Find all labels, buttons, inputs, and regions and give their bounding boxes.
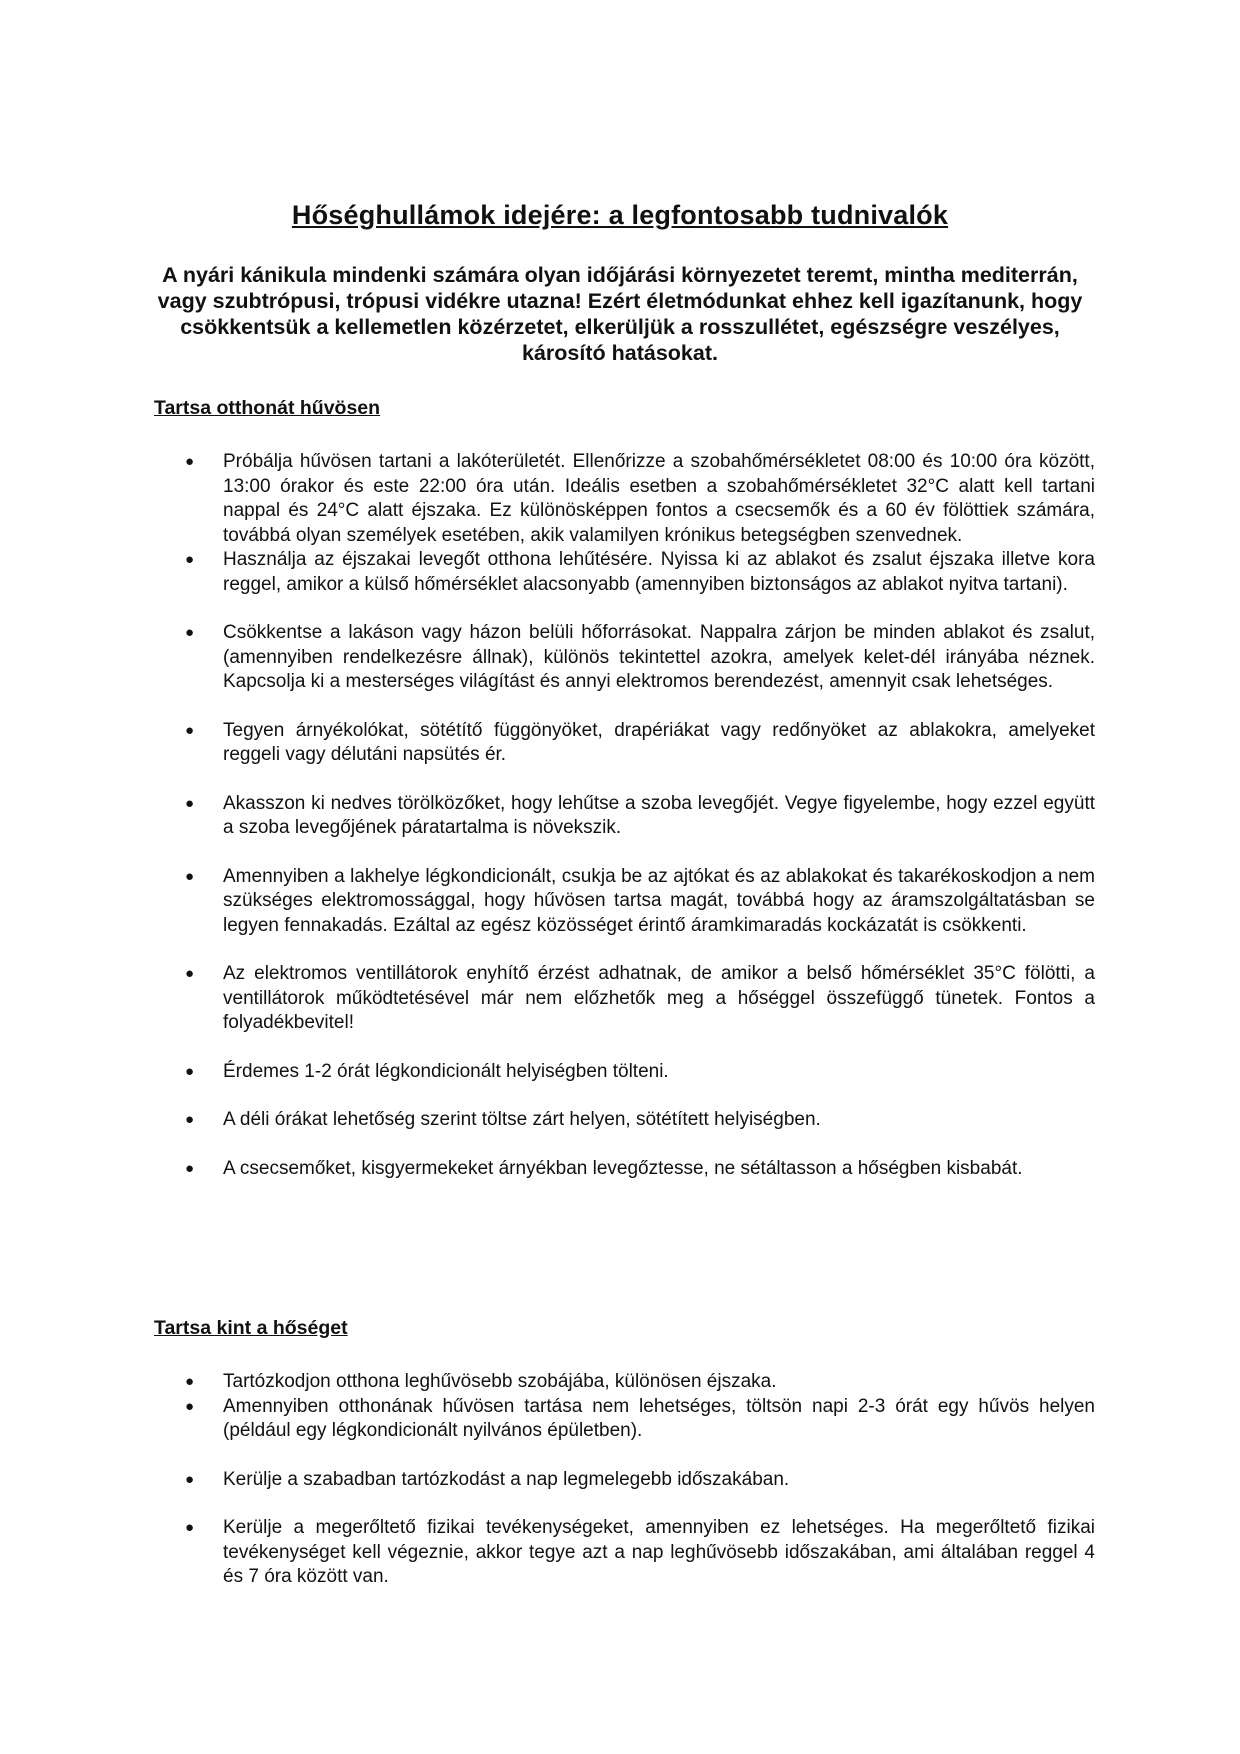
bullet-icon: ● xyxy=(185,867,195,885)
list-item xyxy=(185,1060,1095,1085)
list-item xyxy=(185,1108,1095,1133)
list-item xyxy=(185,1395,1095,1444)
bullet-icon: ● xyxy=(185,1470,195,1488)
list-item-text: Csökkentse a lakáson vagy házon belüli hőforrásokat. Nappalra zárjon be minden ablakot és zsalut, (amennyiben rendelkezésre állnak), különös tekintettel azokra, amelyek kelet-dél irányába néznek. Kapcsolja ki a mesterséges világítást és annyi elektromos berendezést, amennyit csak lehetséges. xyxy=(223,622,1095,692)
bullet-list-keep-heat-out xyxy=(185,1370,1095,1590)
intro-paragraph: A nyári kánikula mindenki számára olyan időjárási környezetet teremt, mintha mediterrán, vagy szubtrópusi, trópusi vidékre utazna! Ezért életmódunkat ehhez kell igazítanunk, hogy csökkentsük a kellemetlen közérzetet, elkerüljük a rosszullétet, egészségre veszélyes, károsító hatásokat. xyxy=(157,263,1083,365)
section-heading-keep-home-cool: Tartsa otthonát hűvösen xyxy=(154,397,381,419)
bullet-icon: ● xyxy=(185,551,195,568)
section-heading-keep-heat-out: Tartsa kint a hőséget xyxy=(154,1317,348,1339)
list-item xyxy=(185,1370,1095,1395)
list-item xyxy=(185,450,1095,548)
list-item-text: Amennyiben a lakhelye légkondicionált, csukja be az ajtókat és az ablakokat és takarékoskodjon a nem szükséges elektromossággal, hogy hűvösen tartsa magát, továbbá hogy az áramszolgáltatásban se legyen fennakadás. Ezáltal az egész közösséget érintő áramkimaradás kockázatát is csökkenti. xyxy=(223,865,1095,936)
bullet-icon: ● xyxy=(185,453,195,470)
list-item-text: Használja az éjszakai levegőt otthona lehűtésére. Nyissa ki az ablakot és zsalut éjszaka illetve kora reggel, amikor a külső hőmérséklet alacsonyabb (amennyiben biztonságos az ablakot nyitva tartani). xyxy=(223,549,1095,595)
list-item xyxy=(185,1516,1095,1590)
bullet-icon: ● xyxy=(185,1159,195,1177)
list-item-text: Az elektromos ventillátorok enyhítő érzést adhatnak, de amikor a belső hőmérséklet 35°C fölötti, a ventillátorok működtetésével már nem előzhetők meg a hőséggel összefüggő tünetek. Fontos a folyadékbevitel! xyxy=(223,963,1095,1033)
list-item xyxy=(185,719,1095,768)
list-item-text: A csecsemőket, kisgyermekeket árnyékban levegőztesse, ne sétáltasson a hőségben kisbabát. xyxy=(223,1157,1023,1179)
list-item xyxy=(185,1157,1095,1182)
list-item xyxy=(185,865,1095,939)
list-item-text: Próbálja hűvösen tartani a lakóterületét. Ellenőrizze a szobahőmérsékletet 08:00 és 10:00 óra között, 13:00 órakor és este 22:00 óra után. Ideális esetben a szobahőmérsékletet 32°C alatt kell tartani nappal és 24°C alatt éjszaka. Ez különösképpen fontos a csecsemők és a 60 év fölöttiek számára, továbbá olyan személyek esetében, akik valamilyen krónikus betegségben szenvednek. xyxy=(223,451,1095,546)
bullet-list-keep-home-cool xyxy=(185,450,1095,1181)
bullet-icon: ● xyxy=(185,1397,195,1415)
bullet-icon: ● xyxy=(185,1373,195,1390)
list-item xyxy=(185,621,1095,695)
list-item-text: Kerülje a szabadban tartózkodást a nap legmelegebb időszakában. xyxy=(223,1468,790,1490)
document-title: Hőséghullámok idejére: a legfontosabb tudnivalók xyxy=(291,200,949,230)
bullet-icon: ● xyxy=(185,624,195,641)
list-item xyxy=(185,548,1095,597)
list-item-text: Érdemes 1-2 órát légkondicionált helyiségben tölteni. xyxy=(223,1060,669,1082)
bullet-icon: ● xyxy=(185,965,195,982)
bullet-icon: ● xyxy=(185,794,195,812)
bullet-icon: ● xyxy=(185,1519,195,1536)
list-item xyxy=(185,792,1095,841)
list-item xyxy=(185,962,1095,1036)
bullet-icon: ● xyxy=(185,721,195,739)
bullet-icon: ● xyxy=(185,1111,195,1128)
bullet-icon: ● xyxy=(185,1062,195,1080)
list-item-text: Tegyen árnyékolókat, sötétítő függönyöket, drapériákat vagy redőnyöket az ablakokra, amelyeket reggeli vagy délutáni napsütés ér. xyxy=(223,719,1095,765)
list-item xyxy=(185,1468,1095,1493)
list-item-text: Akasszon ki nedves törölközőket, hogy lehűtse a szoba levegőjét. Vegye figyelembe, hogy ezzel együtt a szoba levegőjének páratartalma is növekszik. xyxy=(223,792,1095,838)
list-item-text: A déli órákat lehetőség szerint töltse zárt helyen, sötétített helyiségben. xyxy=(223,1109,821,1130)
list-item-text: Kerülje a megerőltető fizikai tevékenységeket, amennyiben ez lehetséges. Ha megerőltető fizikai tevékenységet kell végeznie, akkor tegye azt a nap leghűvösebb időszakában, ami általában reggel 4 és 7 óra között van. xyxy=(223,1517,1095,1587)
list-item-text: Tartózkodjon otthona leghűvösebb szobájába, különösen éjszaka. xyxy=(223,1371,777,1392)
list-item-text: Amennyiben otthonának hűvösen tartása nem lehetséges, töltsön napi 2-3 órát egy hűvös helyen (például egy légkondicionált nyilvános épületben). xyxy=(223,1395,1095,1441)
